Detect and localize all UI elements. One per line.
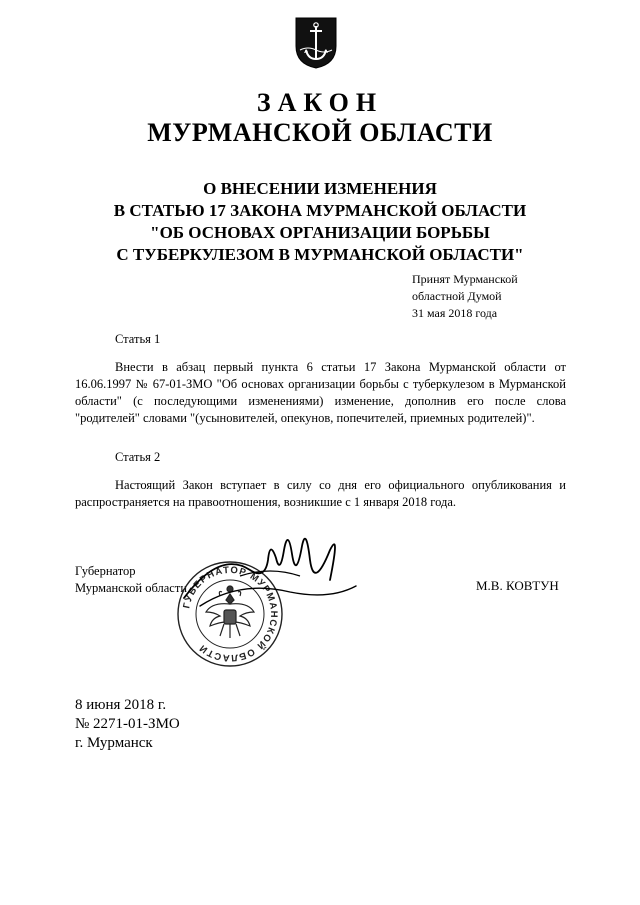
seal-text: ГУБЕРНАТОР МУРМАНСКОЙ ОБЛАСТИ — [181, 564, 280, 664]
article-2-text: Настоящий Закон вступает в силу со дня его официального опубликования и распространяется на правоотношения, возникшие с 1 января 2018 года. — [75, 478, 566, 509]
law-number: № 2271-01-ЗМО — [75, 716, 180, 732]
signing-date: 8 июня 2018 г. — [75, 697, 167, 713]
subtitle-line: "ОБ ОСНОВАХ ОРГАНИЗАЦИИ БОРЬБЫ — [150, 223, 490, 242]
article-1-heading: Статья 1 — [115, 332, 161, 346]
adoption-note-line: Принят Мурманской — [412, 272, 518, 286]
subtitle-line: О ВНЕСЕНИИ ИЗМЕНЕНИЯ — [203, 179, 437, 198]
subtitle-line: В СТАТЬЮ 17 ЗАКОНА МУРМАНСКОЙ ОБЛАСТИ — [113, 201, 527, 220]
subtitle-line: С ТУБЕРКУЛЕЗОМ В МУРМАНСКОЙ ОБЛАСТИ" — [116, 245, 524, 264]
region-title: МУРМАНСКОЙ ОБЛАСТИ — [147, 118, 493, 147]
murmansk-coat-of-arms-icon — [294, 16, 338, 70]
signatory-name: М.В. КОВТУН — [476, 578, 559, 593]
adoption-note-line: областной Думой — [412, 289, 502, 303]
adoption-date: 31 мая 2018 года — [412, 306, 498, 320]
article-2-heading: Статья 2 — [115, 450, 161, 464]
signatory-title-line: Губернатор — [75, 564, 136, 578]
signatory-title — [75, 563, 187, 597]
handwritten-signature — [180, 520, 360, 610]
signing-city: г. Мурманск — [75, 735, 153, 751]
document-footer — [75, 696, 180, 753]
law-subject-title — [60, 178, 580, 266]
article-1-text: Внести в абзац первый пункта 6 статьи 17 Закона Мурманской области от 16.06.1997 № 67-01-ЗМО "Об основах организации борьбы с туберкулезом в Мурманской области" (с последующими изменениями) изменение, дополнив его после слова "родителей" словами "(усыновителей, опекунов, попечителей, приемных родителей)". — [75, 360, 566, 425]
document-type-title: ЗАКОН — [256, 88, 384, 117]
adoption-note — [412, 271, 518, 322]
signatory-title-line: Мурманской области — [75, 581, 188, 595]
